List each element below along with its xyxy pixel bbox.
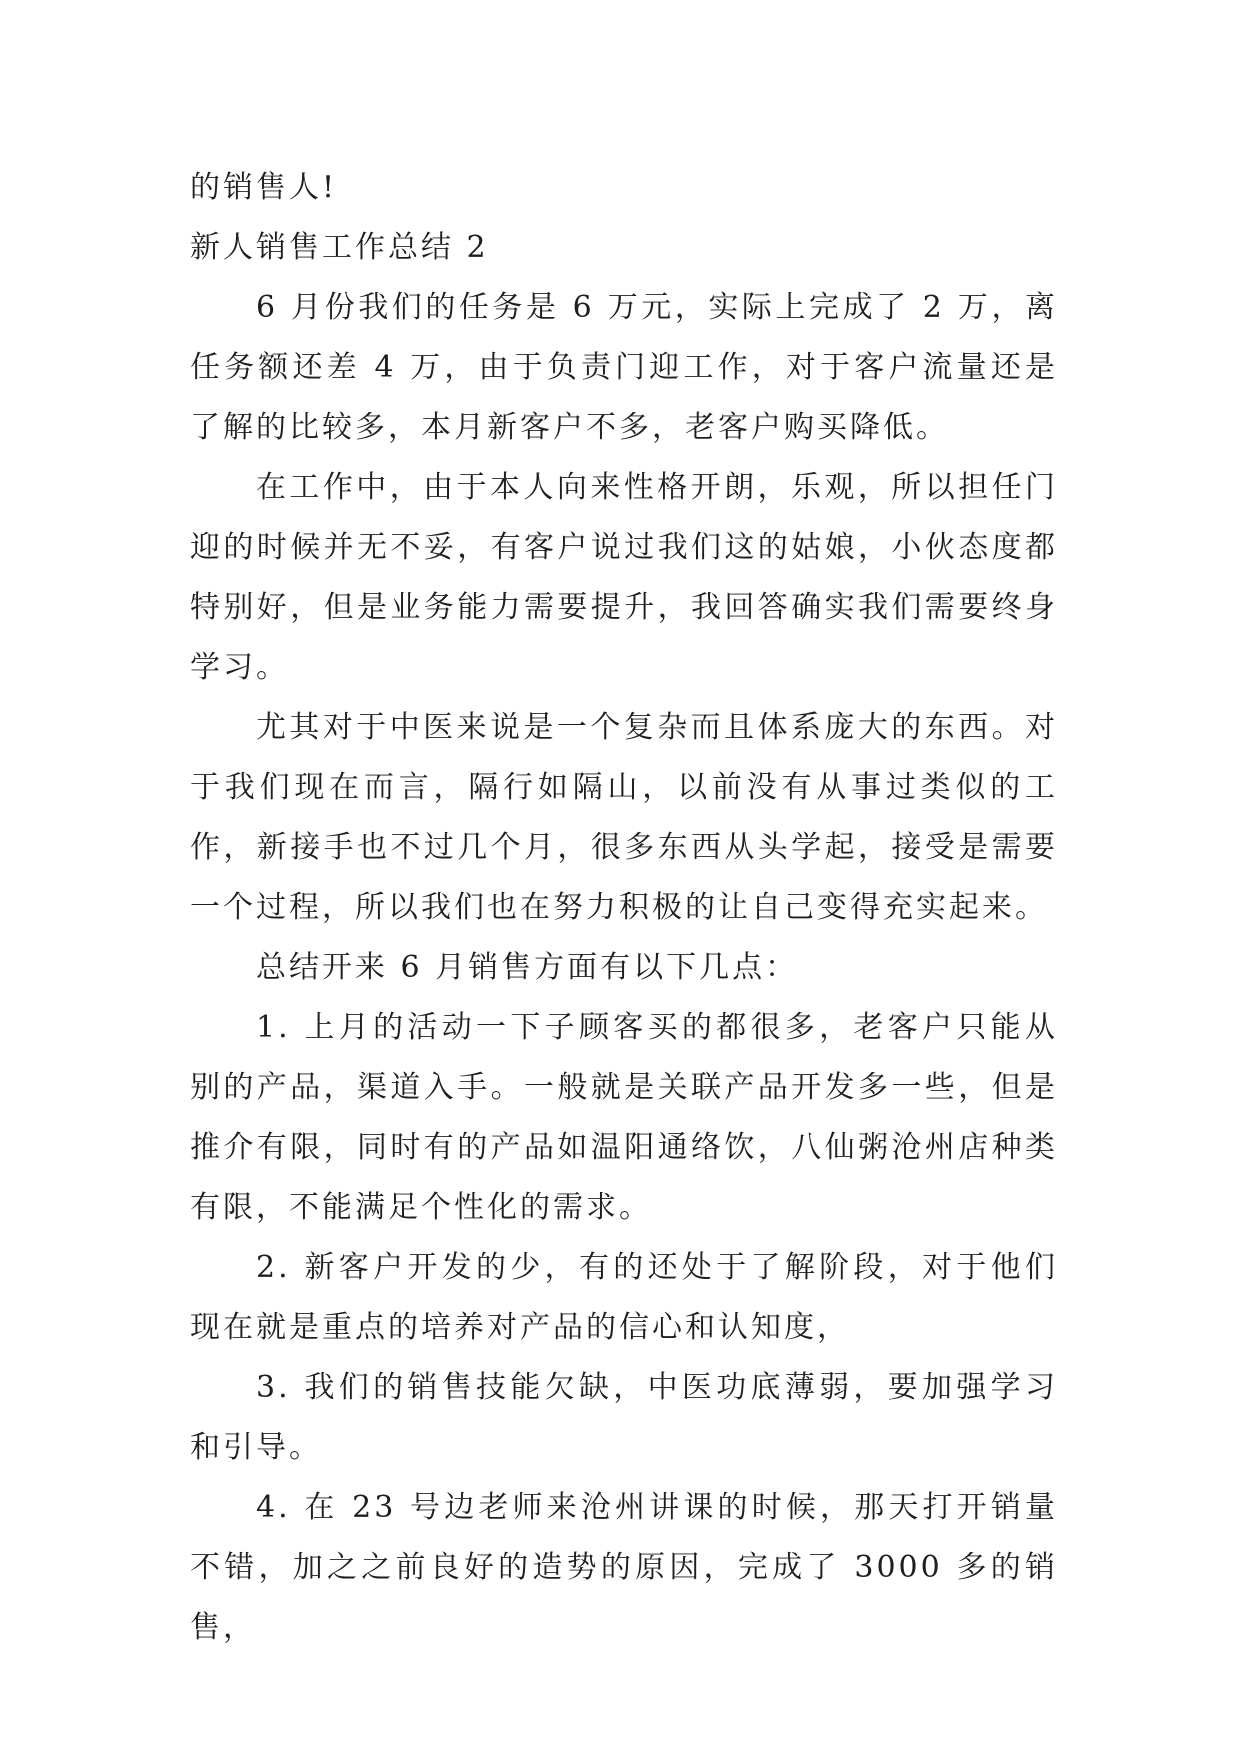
paragraph-continuation: 的销售人! [190,170,338,205]
document-body [190,158,1058,1658]
list-item: 1. 上月的活动一下子顾客买的都很多，老客户只能从别的产品，渠道入手。一般就是关联产品开发多一些，但是推介有限，同时有的产品如温阳通络饮，八仙粥沧州店种类有限，不能满足个性化的需求。 [190,1010,1058,1225]
list-item: 4. 在 23 号边老师来沧州讲课的时候，那天打开销量不错，加之之前良好的造势的原因，完成了 3000 多的销售， [190,1490,1058,1645]
list-item: 2. 新客户开发的少，有的还处于了解阶段，对于他们现在就是重点的培养对产品的信心和认知度， [190,1250,1058,1345]
paragraph: 在工作中，由于本人向来性格开朗，乐观，所以担任门迎的时候并无不妥，有客户说过我们这的姑娘，小伙态度都特别好，但是业务能力需要提升，我回答确实我们需要终身学习。 [190,470,1058,685]
paragraph: 尤其对于中医来说是一个复杂而且体系庞大的东西。对于我们现在而言，隔行如隔山，以前没有从事过类似的工作，新接手也不过几个月，很多东西从头学起，接受是需要一个过程，所以我们也在努力积极的让自己变得充实起来。 [190,710,1058,925]
list-item: 3. 我们的销售技能欠缺，中医功底薄弱，要加强学习和引导。 [190,1370,1058,1465]
paragraph: 6 月份我们的任务是 6 万元，实际上完成了 2 万，离任务额还差 4 万，由于负责门迎工作，对于客户流量还是了解的比较多，本月新客户不多，老客户购买降低。 [190,290,1058,445]
section-heading: 新人销售工作总结 2 [190,230,489,265]
paragraph: 总结开来 6 月销售方面有以下几点： [256,950,799,985]
